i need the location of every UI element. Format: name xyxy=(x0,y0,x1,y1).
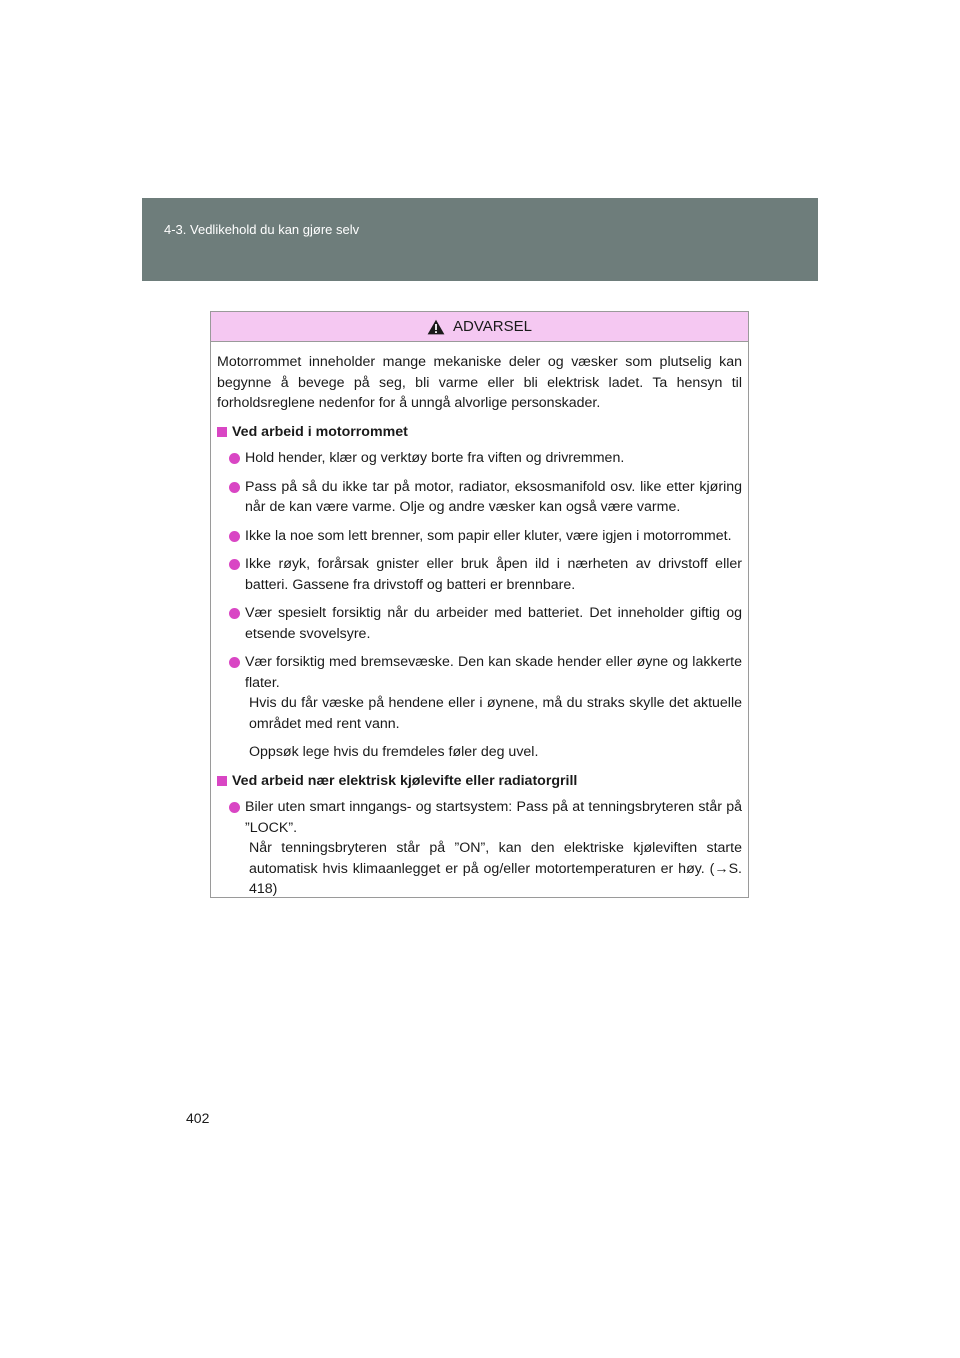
list-item: Biler uten smart inngangs- og startsystem: Pass på at tenningsbryteren står på ”LOCK”. xyxy=(229,797,742,838)
bullet-dot-icon xyxy=(229,802,240,813)
chapter-title: 4-3. Vedlikehold du kan gjøre selv xyxy=(164,222,360,237)
list-item: Ikke røyk, forårsak gnister eller bruk åpen ild i nærheten av drivstoff eller batteri. Gassene fra drivstoff og batteri er brennbare. xyxy=(229,554,742,595)
bullet-continuation: Oppsøk lege hvis du fremdeles føler deg uvel. xyxy=(249,744,539,760)
list-item: Vær spesielt forsiktig når du arbeider med batteriet. Det inneholder giftig og etsende svovelsyre. xyxy=(229,603,742,644)
list-item: Hold hender, klær og verktøy borte fra viften og drivremmen. xyxy=(229,448,742,469)
bullet-dot-icon xyxy=(229,482,240,493)
bullet-continuation: Hvis du får væske på hendene eller i øynene, må du straks skylle det aktuelle området med rent vann. xyxy=(249,695,742,732)
list-item: Pass på så du ikke tar på motor, radiator, eksosmanifold osv. like etter kjøring når de kan være varme. Olje og andre væsker kan også være varme. xyxy=(229,477,742,518)
bullet-dot-icon xyxy=(229,531,240,542)
chapter-header-band xyxy=(142,198,818,281)
bullet-dot-icon xyxy=(229,559,240,570)
section-square-icon xyxy=(217,776,227,786)
warning-label: ADVARSEL xyxy=(453,318,532,335)
section-heading: Ved arbeid nær elektrisk kjølevifte eller radiatorgrill xyxy=(217,771,742,792)
bullet-continuation: Når tenningsbryteren står på ”ON”, kan den elektriske kjøleviften starte automatisk hvis klimaanlegget er på og/eller motortemperaturen er høy. (→S. 418) xyxy=(249,840,742,897)
bullet-dot-icon xyxy=(229,608,240,619)
list-item: Ikke la noe som lett brenner, som papir eller kluter, være igjen i motorrommet. xyxy=(229,526,742,547)
warning-body xyxy=(211,342,748,900)
bullet-dot-icon xyxy=(229,657,240,668)
bullet-dot-icon xyxy=(229,453,240,464)
warning-box xyxy=(210,311,749,898)
section-heading: Ved arbeid i motorrommet xyxy=(217,422,742,443)
warning-intro: Motorrommet inneholder mange mekaniske deler og væsker som plutselig kan begynne å bevege på seg, bli varme eller bli elektrisk ladet. Ta hensyn til forholdsreglene nedenfor for å unngå alvorlige personskader. xyxy=(217,354,742,411)
page-number: 402 xyxy=(186,1110,210,1126)
list-item: Vær forsiktig med bremsevæske. Den kan skade hender eller øyne og lakkerte flater. xyxy=(229,652,742,693)
warning-header xyxy=(211,312,748,342)
section-square-icon xyxy=(217,427,227,437)
warning-triangle-icon xyxy=(427,319,445,335)
